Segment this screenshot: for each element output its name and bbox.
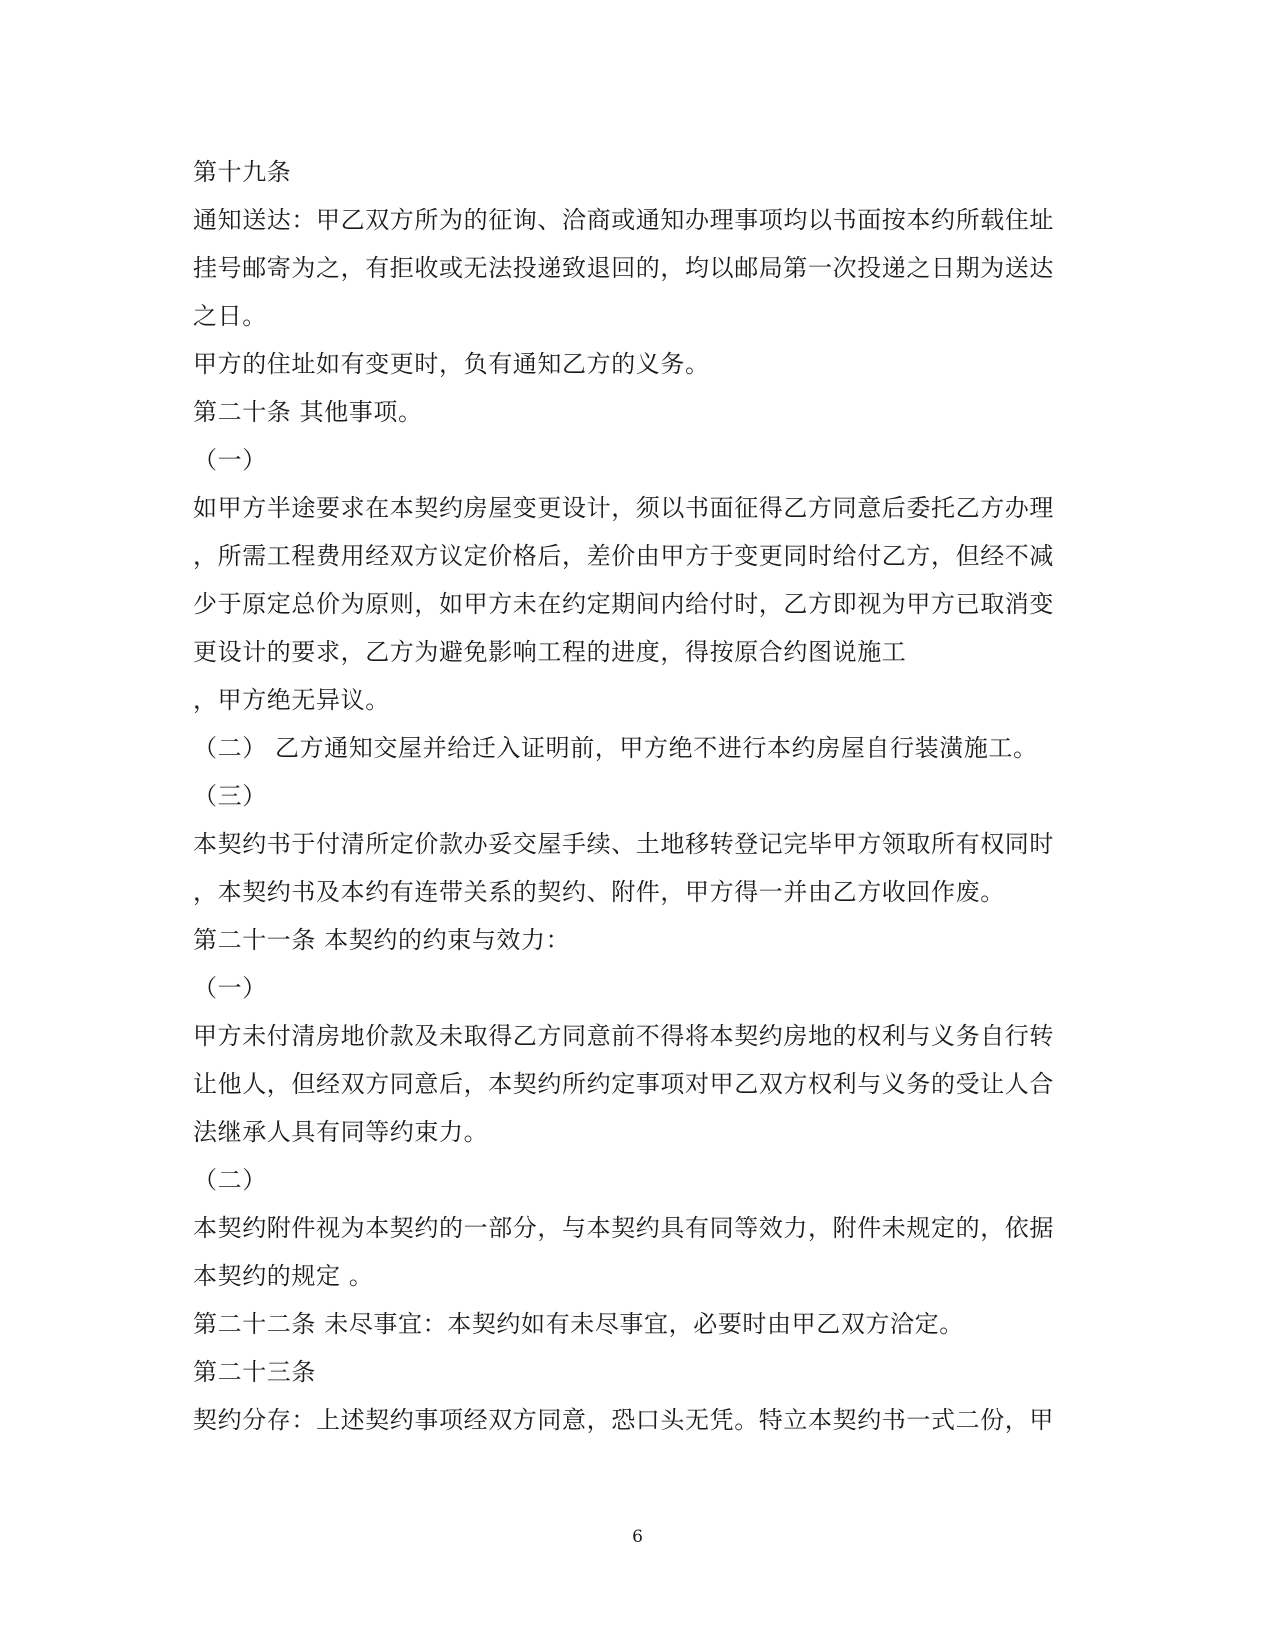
text-line: 本契约书于付清所定价款办妥交屋手续、土地移转登记完毕甲方领取所有权同时 (193, 830, 1054, 858)
text-line: ，所需工程费用经双方议定价格后，差价由甲方于变更同时给付乙方，但经不减 (193, 542, 1054, 570)
text-line: 让他人，但经双方同意后，本契约所约定事项对甲乙双方权利与义务的受让人合 (193, 1070, 1054, 1098)
text-line: 甲方未付清房地价款及未取得乙方同意前不得将本契约房地的权利与义务自行转 (193, 1022, 1054, 1050)
text-line: （一） (193, 446, 267, 474)
text-line: 少于原定总价为原则，如甲方未在约定期间内给付时，乙方即视为甲方已取消变 (193, 590, 1054, 618)
text-line: （二） 乙方通知交屋并给迁入证明前，甲方绝不进行本约房屋自行装潢施工。 (193, 734, 1038, 762)
text-line: 第二十二条 未尽事宜：本契约如有未尽事宜，必要时由甲乙双方洽定。 (193, 1310, 964, 1338)
text-line: 如甲方半途要求在本契约房屋变更设计，须以书面征得乙方同意后委托乙方办理 (193, 494, 1054, 522)
text-line: 法继承人具有同等约束力。 (193, 1118, 489, 1146)
text-line: 甲方的住址如有变更时，负有通知乙方的义务。 (193, 350, 710, 378)
text-line: 挂号邮寄为之，有拒收或无法投递致退回的，均以邮局第一次投递之日期为送达 (193, 254, 1054, 282)
text-line: 契约分存：上述契约事项经双方同意，恐口头无凭。特立本契约书一式二份，甲 (193, 1406, 1054, 1434)
text-line: 通知送达：甲乙双方所为的征询、洽商或通知办理事项均以书面按本约所载住址 (193, 206, 1054, 234)
text-line: 更设计的要求，乙方为避免影响工程的进度，得按原合约图说施工 (193, 638, 907, 666)
text-line: ，本契约书及本约有连带关系的契约、附件，甲方得一并由乙方收回作废。 (193, 878, 1005, 906)
text-line: 本契约附件视为本契约的一部分，与本契约具有同等效力，附件未规定的，依据 (193, 1214, 1054, 1242)
text-line: 之日。 (193, 302, 267, 330)
text-line: （一） (193, 974, 267, 1002)
text-line: 第二十三条 (193, 1358, 316, 1386)
text-line: 第十九条 (193, 158, 292, 186)
text-line: 第二十一条 本契约的约束与效力： (193, 926, 571, 954)
text-line: ，甲方绝无异议。 (193, 686, 390, 714)
text-line: 第二十条 其他事项。 (193, 398, 423, 426)
text-line: （三） (193, 782, 267, 810)
page-number: 6 (632, 1527, 643, 1547)
text-line: 本契约的规定 。 (193, 1262, 374, 1290)
text-line: （二） (193, 1166, 267, 1194)
